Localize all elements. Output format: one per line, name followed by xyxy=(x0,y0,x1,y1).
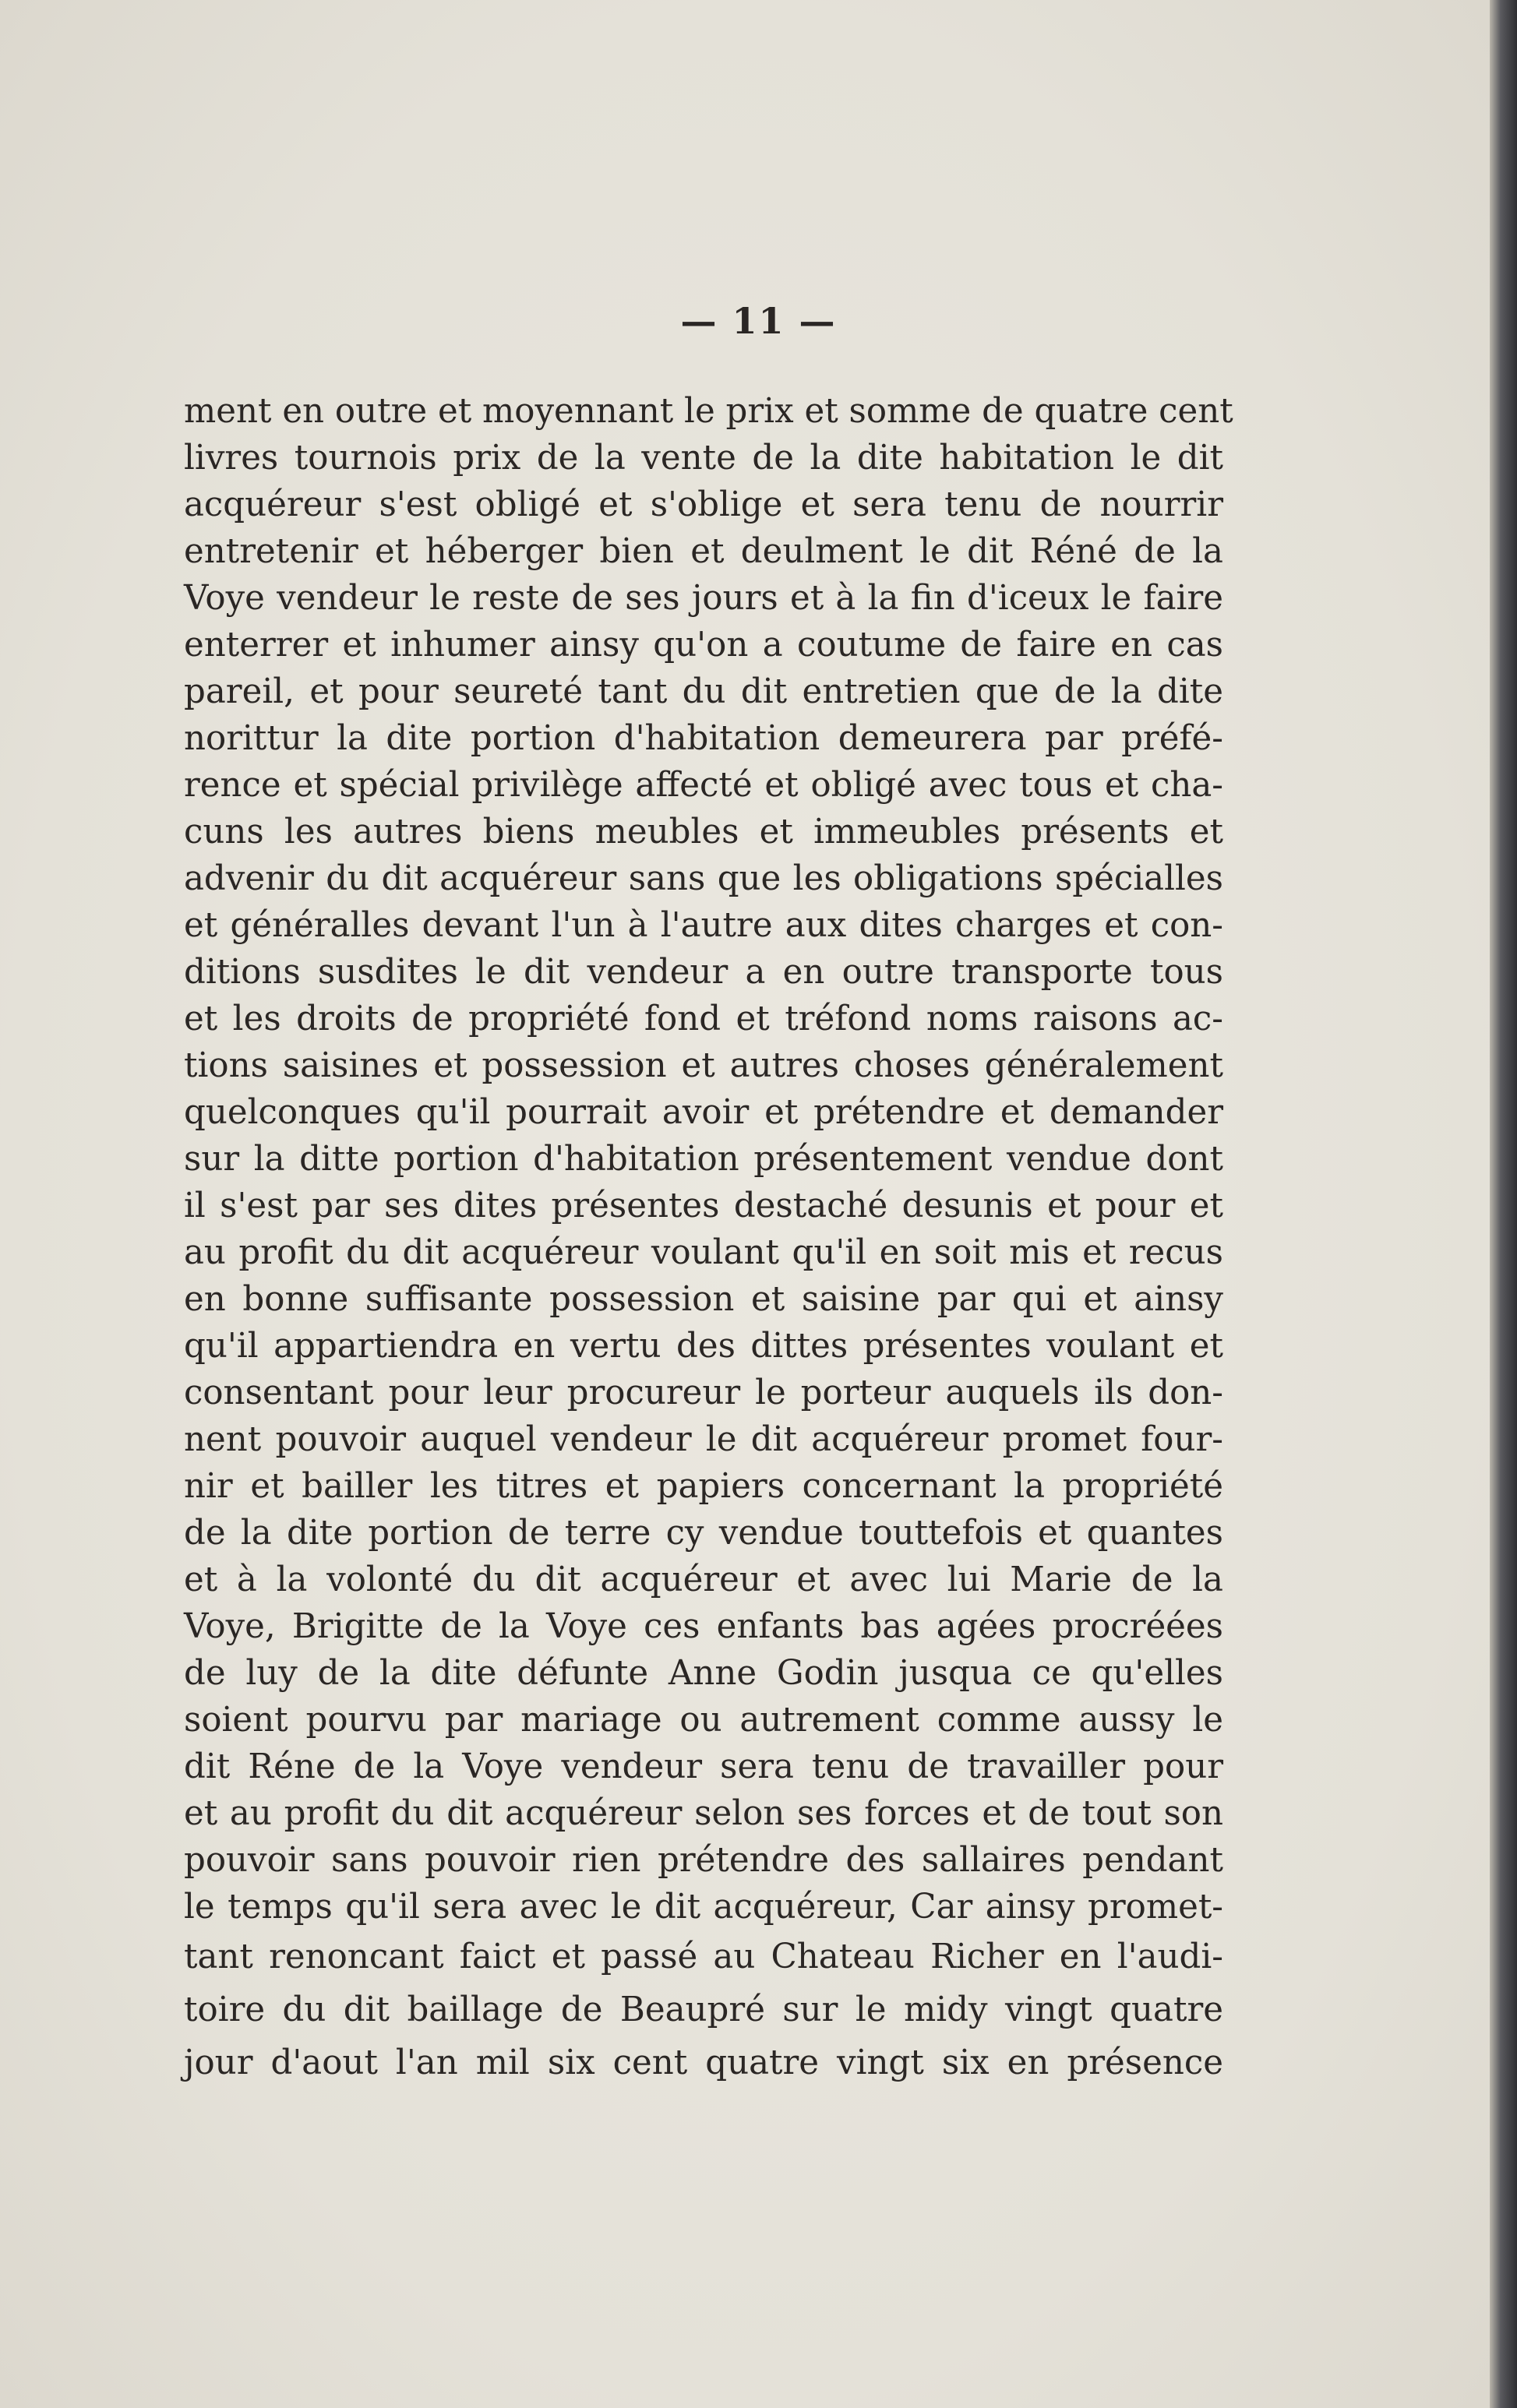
text-line: ment en outre et moyennant le prix et somme de quatre cent xyxy=(184,392,1233,431)
text-line: le temps qu'il sera avec le dit acquéreur, Car ainsy promet- xyxy=(184,1888,1223,1927)
book-binding-edge xyxy=(1490,0,1517,2408)
text-line: entretenir et héberger bien et deulment le dit Réné de la xyxy=(184,532,1223,571)
text-line: de luy de la dite défunte Anne Godin jusqua ce qu'elles xyxy=(184,1654,1223,1693)
text-line: nir et bailler les titres et papiers concernant la propriété xyxy=(184,1467,1223,1506)
text-line: et généralles devant l'un à l'autre aux dites charges et con- xyxy=(184,906,1223,945)
page-number: — 11 — xyxy=(680,300,837,342)
text-line: rence et spécial privilège affecté et obligé avec tous et cha- xyxy=(184,766,1223,805)
text-line: toire du dit baillage de Beaupré sur le midy vingt quatre xyxy=(184,1990,1223,2029)
text-line: pouvoir sans pouvoir rien prétendre des sallaires pendant xyxy=(184,1841,1223,1880)
text-line: acquéreur s'est obligé et s'oblige et sera tenu de nourrir xyxy=(184,485,1223,524)
text-line: quelconques qu'il pourrait avoir et prétendre et demander xyxy=(184,1093,1223,1132)
text-line: qu'il appartiendra en vertu des dittes présentes voulant et xyxy=(184,1327,1223,1366)
text-line: jour d'aout l'an mil six cent quatre vingt six en présence xyxy=(184,2043,1223,2082)
text-line: au profit du dit acquéreur voulant qu'il en soit mis et recus xyxy=(184,1233,1223,1272)
text-line: sur la ditte portion d'habitation présentement vendue dont xyxy=(184,1140,1223,1179)
text-line: advenir du dit acquéreur sans que les obligations spécialles xyxy=(184,859,1223,898)
text-line: livres tournois prix de la vente de la dite habitation le dit xyxy=(184,439,1223,478)
text-line: Voye vendeur le reste de ses jours et à la fin d'iceux le faire xyxy=(184,579,1223,618)
text-line: et à la volonté du dit acquéreur et avec lui Marie de la xyxy=(184,1560,1223,1599)
text-line: ditions susdites le dit vendeur a en outre transporte tous xyxy=(184,953,1223,992)
text-line: tant renoncant faict et passé au Chateau Richer en l'audi- xyxy=(184,1937,1223,1976)
text-line: Voye, Brigitte de la Voye ces enfants bas agées procréées xyxy=(184,1607,1223,1646)
text-line: norittur la dite portion d'habitation demeurera par préfé- xyxy=(184,719,1223,758)
body-text xyxy=(184,388,1233,2089)
text-line: soient pourvu par mariage ou autrement comme aussy le xyxy=(184,1701,1223,1740)
text-line: consentant pour leur procureur le porteur auquels ils don- xyxy=(184,1373,1223,1412)
text-line: dit Réne de la Voye vendeur sera tenu de travailler pour xyxy=(184,1747,1223,1786)
text-line: nent pouvoir auquel vendeur le dit acquéreur promet four- xyxy=(184,1420,1223,1459)
text-line: de la dite portion de terre cy vendue touttefois et quantes xyxy=(184,1514,1223,1553)
text-line: en bonne suffisante possession et saisine par qui et ainsy xyxy=(184,1280,1223,1319)
text-line: enterrer et inhumer ainsy qu'on a coutume de faire en cas xyxy=(184,626,1223,665)
text-line: tions saisines et possession et autres choses généralement xyxy=(184,1046,1223,1085)
text-line: et les droits de propriété fond et tréfond noms raisons ac- xyxy=(184,1000,1223,1038)
text-line: cuns les autres biens meubles et immeubles présents et xyxy=(184,813,1223,851)
text-line: il s'est par ses dites présentes destaché desunis et pour et xyxy=(184,1186,1223,1225)
text-line: pareil, et pour seureté tant du dit entretien que de la dite xyxy=(184,672,1223,711)
text-line: et au profit du dit acquéreur selon ses forces et de tout son xyxy=(184,1794,1223,1833)
